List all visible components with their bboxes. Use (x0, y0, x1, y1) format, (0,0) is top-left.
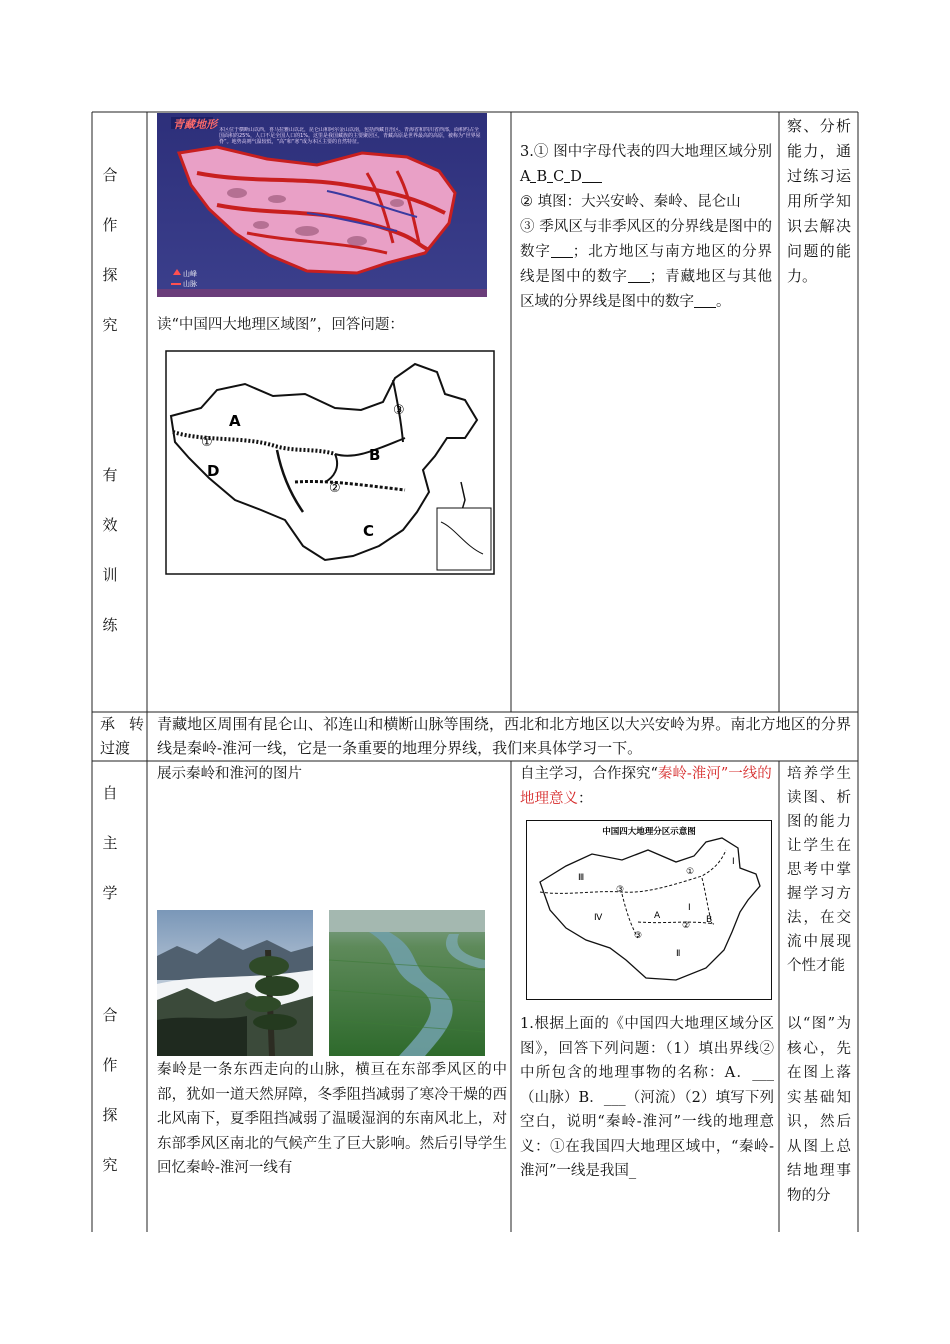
tibet-map-description: 本区位于横断山以西，喜马拉雅山以北，昆仑山和阿尔金山以南，包括西藏自治区、青海省和四川省西部，面积约占全国面积的25%，人口不足全国人口的1%。这里是我国藏族的主要聚居区，青藏高原是世界最高的高原，被称为“世界屋脊”。地势高则气温较低，“高”和“寒”成为本区主要的自然特征。 (219, 127, 481, 145)
schematic-label-1: ① (686, 867, 695, 877)
line-label-2: ② (329, 481, 341, 496)
row1-objective: 察、分析能力，通过练习运用所学知识去解决问题的能力。 (787, 117, 851, 285)
schematic-label-IV: Ⅳ (594, 913, 603, 923)
line-label-3: ③ (393, 403, 405, 418)
region-label-d: D (207, 462, 220, 480)
region-label-a: A (229, 412, 241, 430)
show-photos-text: 展示秦岭和淮河的图片 (157, 766, 302, 782)
row3-objective-b: 以“图”为核心，先在图上落实基础知识，然后从图上总结地理事物的分 (787, 1016, 851, 1204)
question-1: 1.根据上面的《中国四大地理区域分区图》，回答下列问题：（1）填出界线②中所包含的地理事物的名称：A．___（山脉）B．___（河流）（2）填写下列空白，说明“秦岭-淮河”一线的地理意义：①在我国四大地理区域中，“秦岭-淮河”一线是我国_ (520, 1016, 774, 1179)
tibet-terrain-map (157, 113, 487, 297)
line-label-1: ① (201, 435, 213, 450)
self-study-heading: 自主学习，合作探究“秦岭-淮河”一线的地理意义： (520, 766, 772, 807)
schematic-label-III: Ⅲ (578, 873, 585, 883)
schematic-label-B: B (706, 915, 713, 925)
region-label-b: B (369, 446, 381, 464)
row1-label-bottom: 有 效 训 练 (102, 466, 118, 634)
row2-label: 承转过渡 (100, 715, 144, 757)
legend-peak: 山峰 (183, 270, 197, 278)
schematic-label-2: ② (682, 921, 691, 931)
schematic-label-I-center: Ⅰ (688, 903, 691, 913)
qinling-description: 秦岭是一条东西走向的山脉，横亘在东部季风区的中部，犹如一道天然屏障，冬季阻挡减弱了寒冷干燥的西北风南下，夏季阻挡减弱了温暖湿润的东南风北上，对东部季风区南北的气候产生了巨大影响。然后引导学生回忆秦岭-淮河一线有 (157, 1062, 507, 1176)
schematic-label-3b: ③ (634, 931, 643, 941)
schematic-label-3a: ③ (616, 885, 625, 895)
row2-content: 青藏地区周围有昆仑山、祁连山和横断山脉等围绕，西北和北方地区以大兴安岭为界。南北方地区的分界线是秦岭-淮河一线，它是一条重要的地理分界线，我们来具体学习一下。 (157, 715, 851, 757)
legend-range: 山脉 (183, 280, 197, 288)
highlight-qinling-huaihe: 秦岭-淮河”一线的地理意义 (520, 766, 772, 807)
schematic-label-I-north: Ⅰ (732, 857, 735, 867)
schematic-label-II: Ⅱ (676, 949, 681, 959)
question-3: 3.① 图中字母代表的四大地理区域分别A B C D ② 填图：大兴安岭、秦岭、昆仑山 ③ 季风区与非季风区的分界线是图中的数字 ；北方地区与南方地区的分界线是图中的数字 ；青藏地区与其他区域的分界线是图中的数字 。 (520, 144, 773, 310)
tibet-map-title: 青藏地形 (173, 118, 217, 131)
china-regions-map (165, 350, 495, 575)
region-label-c: C (363, 522, 375, 540)
schematic-map-title: 中国四大地理分区示意图 (602, 827, 696, 837)
qinling-mountain-photo (157, 910, 313, 1056)
row1-label-top: 合 作 探 究 (102, 166, 118, 334)
huaihe-river-photo (329, 910, 485, 1056)
row3-label-bottom: 合 作 探 究 (102, 1006, 118, 1174)
four-regions-schematic-map (526, 820, 772, 1000)
schematic-label-A: A (654, 911, 661, 921)
read-prompt: 读“中国四大地理区域图”，回答问题： (157, 317, 404, 333)
row3-label-top: 自 主 学 (102, 784, 118, 902)
row3-objective-a: 培养学生读图、析图的能力让学生在思考中掌握学习方法，在交流中展现个性才能 (787, 766, 851, 974)
